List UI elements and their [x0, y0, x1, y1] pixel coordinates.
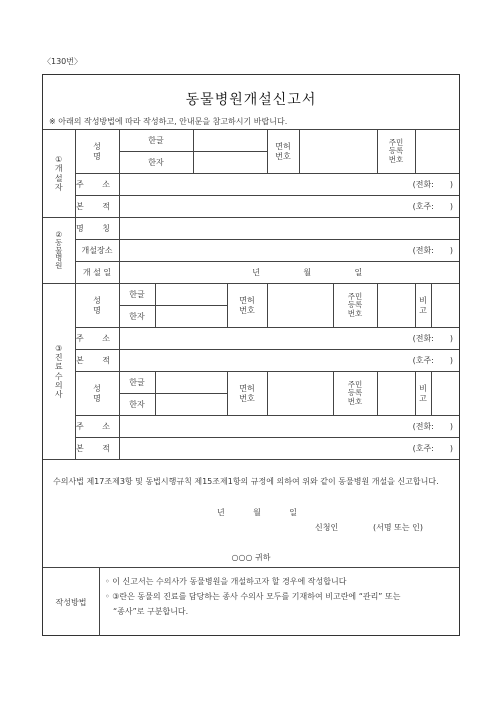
vet2-address-field[interactable]: (전화: ): [119, 416, 459, 438]
founder-address-label: 주 소: [75, 174, 119, 196]
vet-section-label: ③ 진 료 수 의 사: [43, 284, 75, 460]
applicant-label: 신청인: [315, 523, 339, 532]
vet2-name-label: 성 명: [75, 372, 119, 416]
vet1-name-label: 성 명: [75, 284, 119, 328]
method-note-2: ◦ ③란은 동물의 진료를 담당하는 종사 수의사 모두를 기재하여 비고란에 “관리” 또는: [105, 591, 401, 601]
vet1-domicile-field[interactable]: (호주: ): [119, 350, 459, 372]
hospital-name-field[interactable]: [119, 218, 459, 240]
report-form: [42, 74, 460, 636]
method-note-3: “종사”로 구분합니다.: [113, 606, 189, 616]
instruction-notice: ※ 아래의 작성방법에 따라 작성하고, 안내문을 참고하시기 바랍니다.: [49, 117, 288, 126]
founder-domicile-field[interactable]: (호주: ): [119, 196, 459, 218]
method-note-1: ◦ 이 신고서는 수의사가 동물병원을 개설하고자 할 경우에 작성합니다: [105, 577, 347, 586]
open-date-year: 년: [252, 267, 260, 277]
vet1-hanja-field[interactable]: [155, 306, 227, 328]
signature-field[interactable]: (서명 또는 인): [373, 523, 423, 532]
declaration-month: 월: [253, 508, 261, 517]
vet1-hangul-field[interactable]: [155, 284, 227, 306]
form-grid: [43, 129, 459, 460]
method-label: 작성방법: [43, 568, 100, 636]
declaration-day: 일: [289, 508, 297, 517]
vet2-remarks-field[interactable]: [431, 372, 459, 416]
recipient-line: ○○○ 귀하: [231, 553, 271, 562]
method-notes: [105, 575, 453, 619]
vet2-remarks-label: 비 고: [415, 372, 431, 416]
declaration-date: [217, 507, 297, 518]
hospital-section-label: ② 동 물 병 원: [43, 218, 75, 284]
vet2-hanja-label: 한자: [119, 394, 155, 416]
vet1-hangul-label: 한글: [119, 284, 155, 306]
vet2-domicile-field[interactable]: (호주: ): [119, 438, 459, 460]
founder-resident-field[interactable]: [415, 130, 459, 174]
hospital-location-field[interactable]: (전화: ): [119, 240, 459, 262]
founder-hanja-label: 한자: [119, 152, 193, 174]
open-date-month: 월: [303, 267, 312, 277]
vet1-license-label: 면허 번호: [227, 284, 267, 328]
method-section: [43, 567, 459, 636]
vet1-remarks-field[interactable]: [431, 284, 459, 328]
vet1-address-label: 주 소: [75, 328, 119, 350]
vet2-domicile-label: 본 적: [75, 438, 119, 460]
founder-hangul-label: 한글: [119, 130, 193, 152]
hospital-open-date-label: 개 설 일: [75, 262, 119, 284]
hospital-location-label: 개설장소: [75, 240, 119, 262]
declaration-section: [43, 459, 459, 568]
declaration-year: 년: [217, 508, 225, 517]
vet1-hanja-label: 한자: [119, 306, 155, 328]
vet2-hangul-label: 한글: [119, 372, 155, 394]
vet1-resident-label: 주민 등록 번호: [333, 284, 377, 328]
vet1-domicile-label: 본 적: [75, 350, 119, 372]
form-number: 〈130번〉: [43, 57, 82, 66]
founder-section-label: ① 개 설 자: [43, 130, 75, 218]
founder-hanja-field[interactable]: [193, 152, 267, 174]
vet2-address-label: 주 소: [75, 416, 119, 438]
vet2-hanja-field[interactable]: [155, 394, 227, 416]
founder-address-field[interactable]: (전화: ): [119, 174, 459, 196]
vet1-address-field[interactable]: (전화: ): [119, 328, 459, 350]
vet1-remarks-label: 비 고: [415, 284, 431, 328]
vet1-license-field[interactable]: [267, 284, 333, 328]
hospital-open-date-field[interactable]: [119, 262, 459, 284]
vet2-resident-field[interactable]: [377, 372, 415, 416]
form-title: 동물병원개설신고서: [185, 92, 317, 108]
founder-domicile-label: 본 적: [75, 196, 119, 218]
vet2-license-label: 면허 번호: [227, 372, 267, 416]
vet2-license-field[interactable]: [267, 372, 333, 416]
hospital-name-label: 명 칭: [75, 218, 119, 240]
vet2-hangul-field[interactable]: [155, 372, 227, 394]
founder-resident-label: 주민 등록 번호: [377, 130, 415, 174]
declaration-text: 수의사법 제17조제3항 및 동법시행규칙 제15조제1항의 규정에 의하여 위와 같이 동물병원 개설을 신고합니다.: [53, 477, 439, 486]
founder-hangul-field[interactable]: [193, 130, 267, 152]
vet2-resident-label: 주민 등록 번호: [333, 372, 377, 416]
founder-name-label: 성 명: [75, 130, 119, 174]
open-date-day: 일: [354, 267, 363, 277]
founder-license-label: 면허 번호: [267, 130, 299, 174]
founder-license-field[interactable]: [299, 130, 377, 174]
vet1-resident-field[interactable]: [377, 284, 415, 328]
